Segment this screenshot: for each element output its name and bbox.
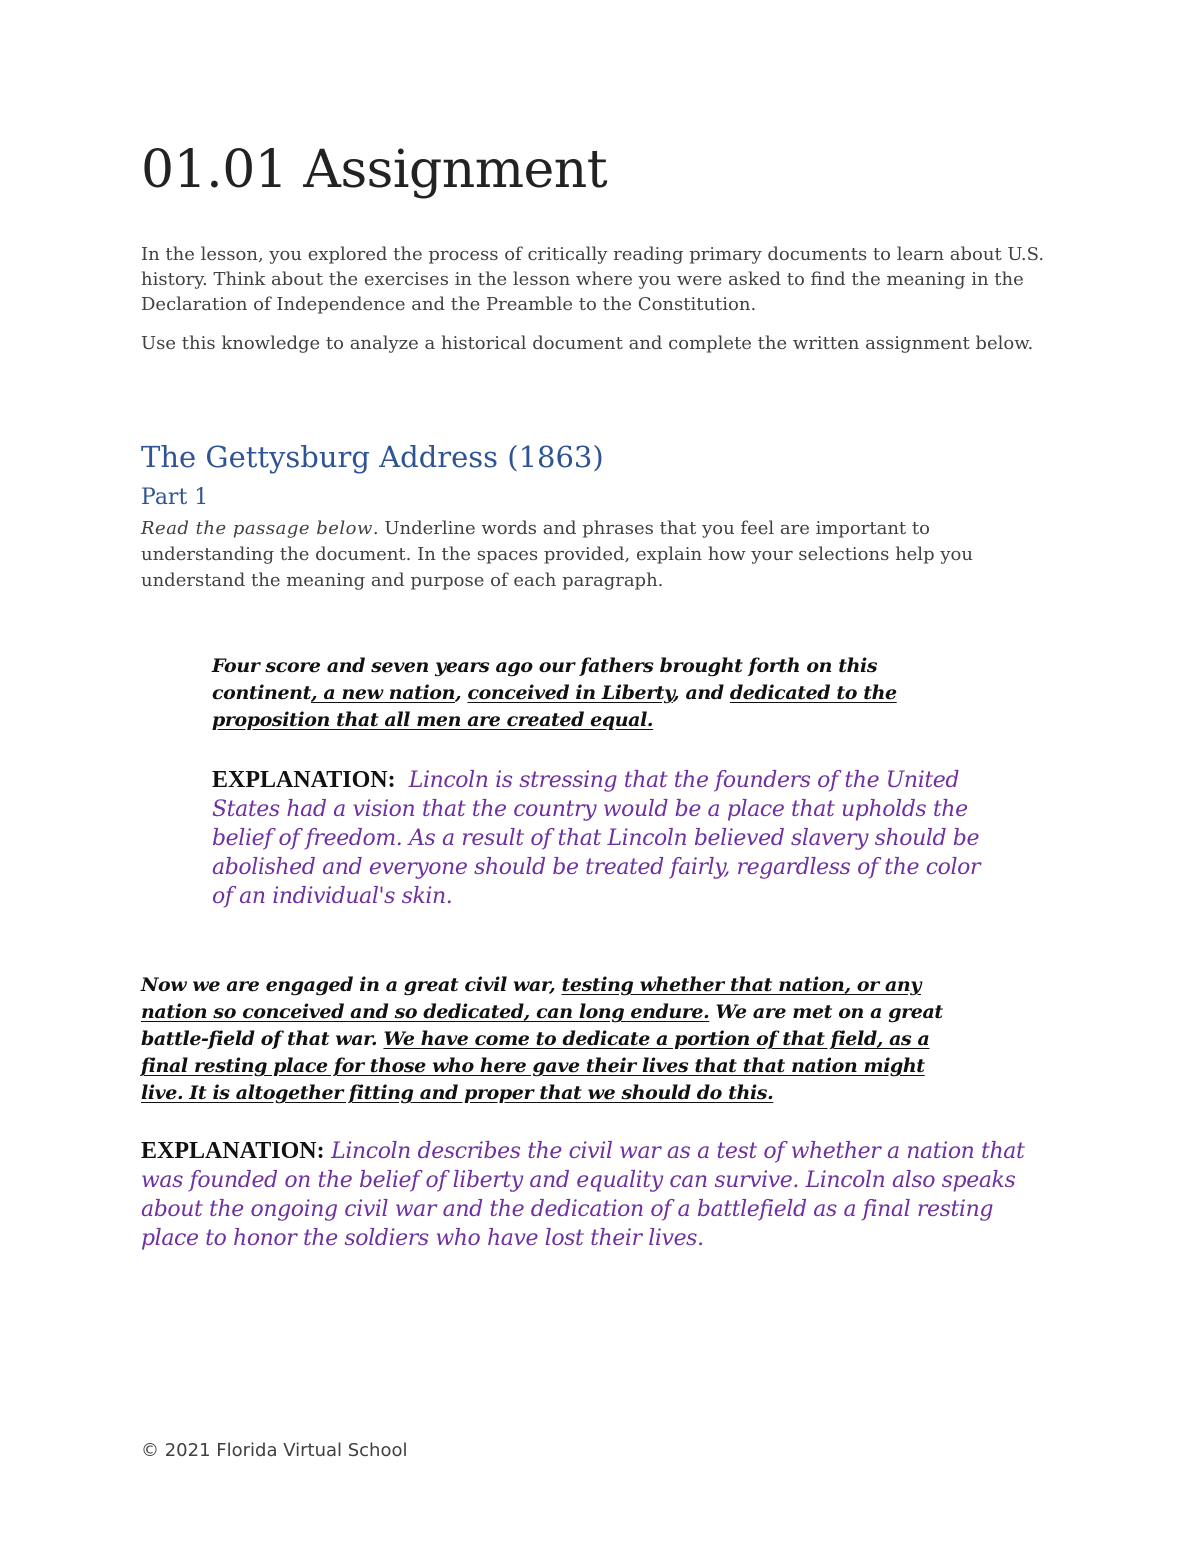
passage-1 (212, 653, 922, 734)
explanation-2-text: Lincoln describes the civil war as a test of whether a nation that was founded on the belief of liberty and equality can survive. Lincoln also speaks about the ongoing civil war and the dedication of a battlefield as a final resting place to honor the soldiers who have lost their lives. (141, 1139, 1025, 1251)
intro-paragraph-1: In the lesson, you explored the process of critically reading primary documents to learn about U.S. history. Think about the exercises in the lesson where you were asked to find the meaning in the Declaration of Independence and the Preamble to the Constitution. (141, 244, 1045, 315)
section-title: The Gettysburg Address (1863) (141, 440, 604, 474)
part-title: Part 1 (141, 485, 209, 510)
passage-2-underline: testing whether that nation, or any nation so conceived and so dedicated, can long endure. (141, 974, 921, 1023)
passage-1-underline: dedicated to the proposition that all men are created equal. (212, 682, 897, 731)
explanation-label: EXPLANATION: (212, 767, 396, 793)
explanation-label: EXPLANATION: (141, 1138, 325, 1164)
passage-2-underline: We have come to dedicate a portion of that field, as a final resting place for those who here gave their lives that that nation might live. It is altogether fitting and proper that we should do this. (141, 1028, 930, 1104)
passage-1-text: , and (673, 682, 730, 704)
explanation-2 (141, 1137, 1051, 1253)
instructions (141, 516, 1041, 594)
passage-2-text: Now we are engaged in a great civil war, (141, 974, 562, 996)
passage-1-underline: , a new nation (310, 682, 455, 704)
page-title: 01.01 Assignment (141, 140, 608, 200)
instructions-text: . Underline words and phrases that you feel are important to understanding the document. In the spaces provided, explain how your selections help you understand the meaning and purpose of each paragraph. (141, 518, 973, 591)
explanation-1 (212, 766, 982, 911)
explanation-1-text: Lincoln is stressing that the founders of the United States had a vision that the country would be a place that upholds the belief of freedom. As a result of that Lincoln believed slavery should be abolished and everyone should be treated fairly, regardless of the color of an individual's skin. (212, 768, 981, 909)
passage-1-underline: conceived in Liberty (467, 682, 674, 704)
passage-2-text: We are met on a great battle-field of that war. (141, 1001, 943, 1050)
passage-2 (141, 972, 966, 1107)
copyright-footer: © 2021 Florida Virtual School (141, 1440, 408, 1461)
passage-1-text: , (455, 682, 468, 704)
intro-paragraph-2: Use this knowledge to analyze a historical document and complete the written assignment below. (141, 333, 1034, 354)
instructions-italic: Read the passage below (141, 518, 373, 539)
passage-1-text: Four score and seven years ago our fathers brought forth on this continent (212, 655, 878, 704)
